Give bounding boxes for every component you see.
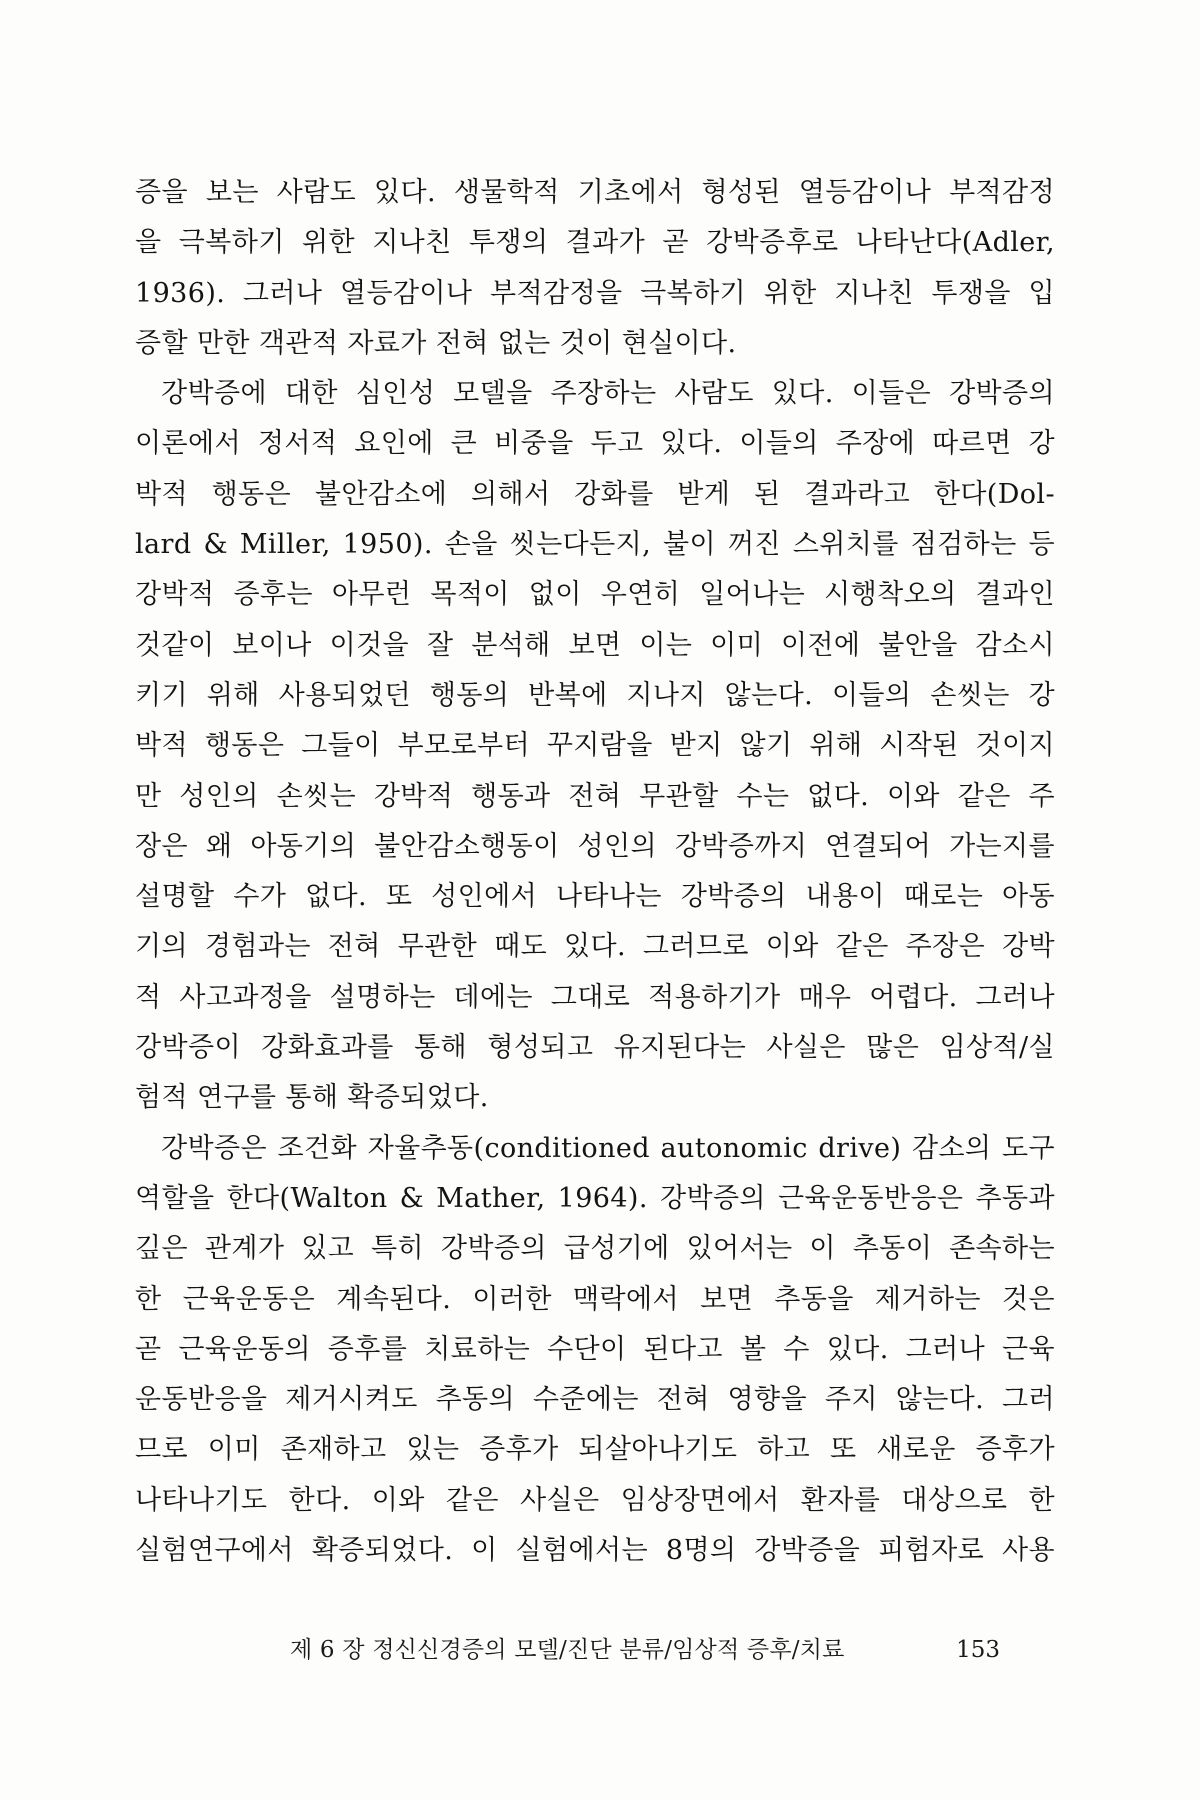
text-line: 깊은 관계가 있고 특히 강박증의 급성기에 있어서는 이 추동이 존속하는 (135, 1233, 1055, 1265)
text-line: 이론에서 정서적 요인에 큰 비중을 두고 있다. 이들의 주장에 따르면 강 (135, 428, 1055, 460)
text-line: 험적 연구를 통해 확증되었다. (135, 1082, 489, 1114)
text-line: 역할을 한다(Walton & Mather, 1964). 강박증의 근육운동반응은 추동과 (135, 1182, 1055, 1214)
text-line: 강박증에 대한 심인성 모델을 주장하는 사람도 있다. 이들은 강박증의 (161, 378, 1055, 410)
text-line: 한 근육운동은 계속된다. 이러한 맥락에서 보면 추동을 제거하는 것은 (135, 1283, 1055, 1315)
page-footer (290, 1630, 1010, 1670)
text-line: 것같이 보이나 이것을 잘 분석해 보면 이는 이미 이전에 불안을 감소시 (135, 629, 1055, 661)
text-line: 1936). 그러나 열등감이나 부적감정을 극복하기 위한 지나친 투쟁을 입 (135, 277, 1055, 309)
text-line: 박적 행동은 그들이 부모로부터 꾸지람을 받지 않기 위해 시작된 것이지 (135, 730, 1055, 762)
body-text (135, 168, 1055, 1576)
text-line: lard & Miller, 1950). 손을 씻는다든지, 불이 꺼진 스위치를 점검하는 등 (135, 529, 1055, 561)
text-line: 강박증은 조건화 자율추동(conditioned autonomic drive) 감소의 도구 (161, 1132, 1055, 1164)
text-line: 곧 근육운동의 증후를 치료하는 수단이 된다고 볼 수 있다. 그러나 근육 (135, 1333, 1055, 1365)
text-line: 장은 왜 아동기의 불안감소행동이 성인의 강박증까지 연결되어 가는지를 (135, 830, 1055, 862)
text-line: 나타나기도 한다. 이와 같은 사실은 임상장면에서 환자를 대상으로 한 (135, 1484, 1055, 1516)
text-line: 키기 위해 사용되었던 행동의 반복에 지나지 않는다. 이들의 손씻는 강 (135, 679, 1055, 711)
text-line: 강박증이 강화효과를 통해 형성되고 유지된다는 사실은 많은 임상적/실 (135, 1032, 1055, 1064)
page-number: 153 (956, 1637, 1000, 1663)
text-line: 므로 이미 존재하고 있는 증후가 되살아나기도 하고 또 새로운 증후가 (135, 1434, 1055, 1466)
text-line: 만 성인의 손씻는 강박적 행동과 전혀 무관할 수는 없다. 이와 같은 주 (135, 780, 1055, 812)
text-line: 을 극복하기 위한 지나친 투쟁의 결과가 곧 강박증후로 나타난다(Adler, (135, 227, 1055, 259)
text-line: 증할 만한 객관적 자료가 전혀 없는 것이 현실이다. (135, 327, 737, 359)
text-line: 강박적 증후는 아무런 목적이 없이 우연히 일어나는 시행착오의 결과인 (135, 579, 1055, 611)
text-line: 박적 행동은 불안감소에 의해서 강화를 받게 된 결과라고 한다(Dol- (135, 478, 1055, 510)
text-line: 기의 경험과는 전혀 무관한 때도 있다. 그러므로 이와 같은 주장은 강박 (135, 931, 1055, 963)
text-line: 적 사고과정을 설명하는 데에는 그대로 적용하기가 매우 어렵다. 그러나 (135, 981, 1055, 1013)
text-line: 실험연구에서 확증되었다. 이 실험에서는 8명의 강박증을 피험자로 사용 (135, 1535, 1055, 1567)
text-line: 설명할 수가 없다. 또 성인에서 나타나는 강박증의 내용이 때로는 아동 (135, 881, 1055, 913)
running-title: 제 6 장 정신신경증의 모델/진단 분류/임상적 증후/치료 (290, 1637, 845, 1663)
text-line: 증을 보는 사람도 있다. 생물학적 기초에서 형성된 열등감이나 부적감정 (135, 177, 1055, 208)
text-line: 운동반응을 제거시켜도 추동의 수준에는 전혀 영향을 주지 않는다. 그러 (135, 1384, 1055, 1416)
